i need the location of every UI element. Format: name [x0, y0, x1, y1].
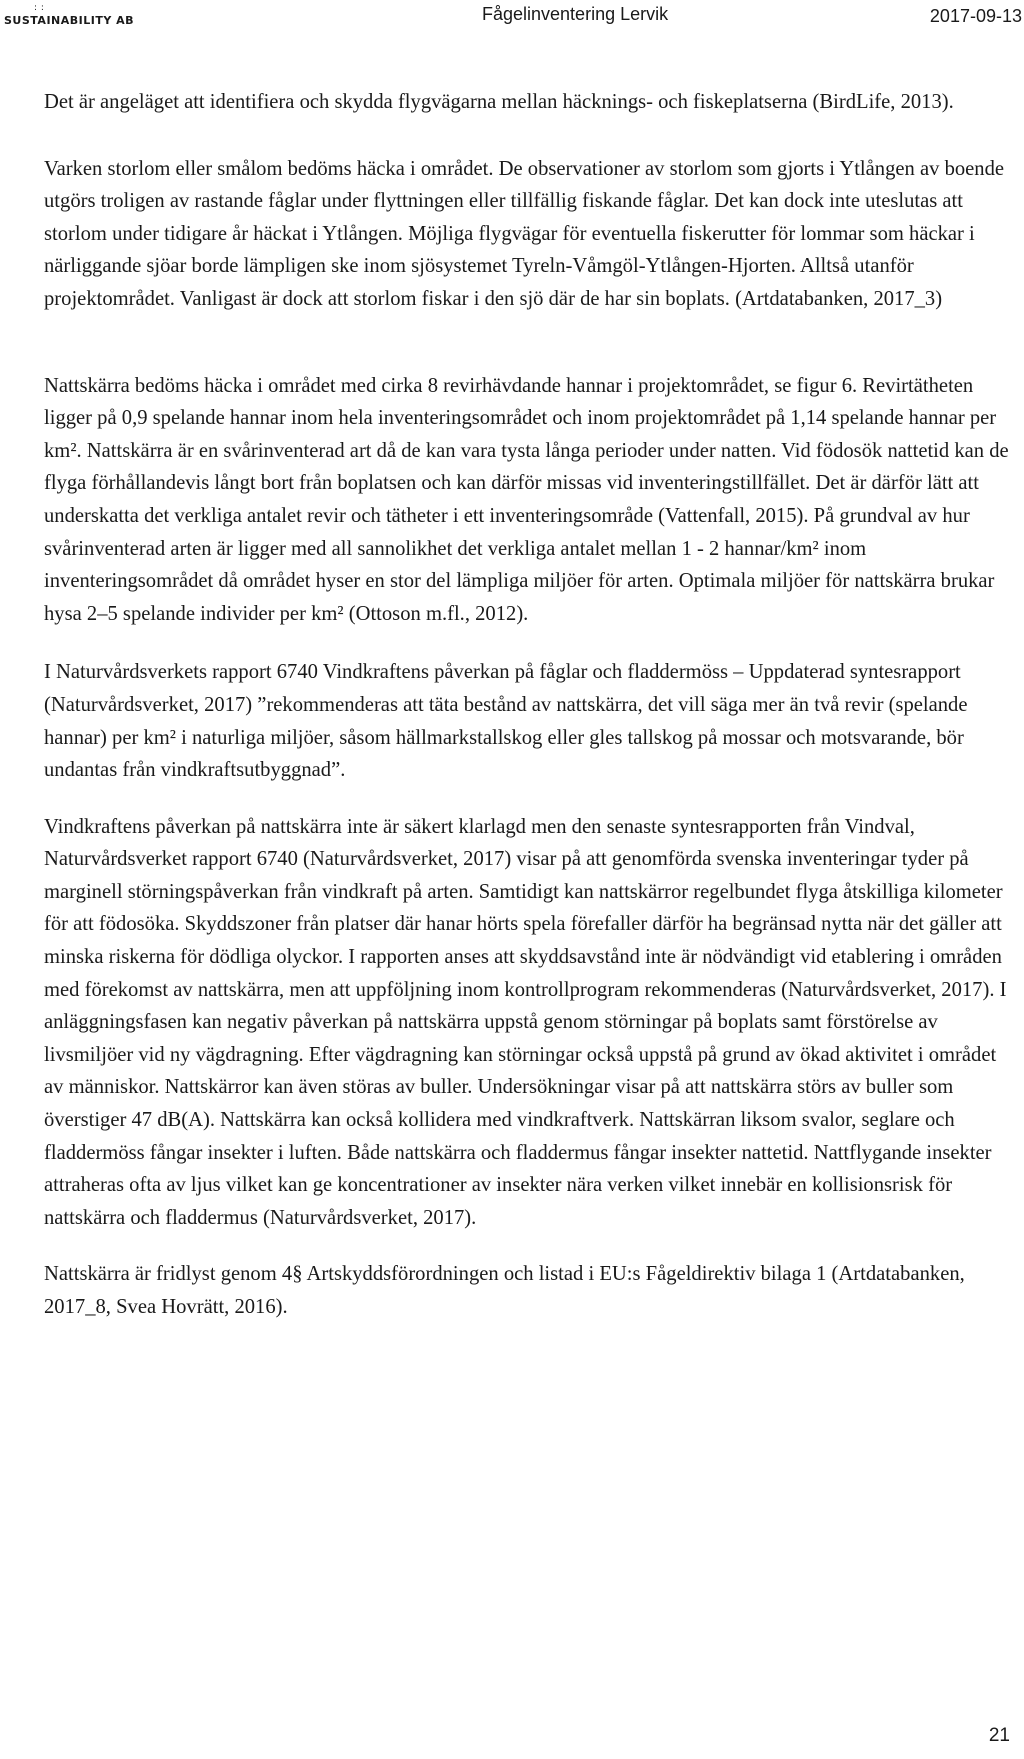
paragraph-flight-paths: Det är angeläget att identifiera och skydda flygvägarna mellan häcknings- och fiskeplatserna (BirdLife, 2013). — [44, 91, 954, 113]
document-date: 2017-09-13 — [929, 6, 1022, 26]
page-number: 21 — [988, 1725, 1010, 1746]
document-title: Fågelinventering Lervik — [482, 4, 669, 24]
paragraph-nightjar-impact: Vindkraftens påverkan på nattskärra inte är säkert klarlagd men den senaste syntesrapporten från Vindval, Naturvårdsverket rapport 6740 (Naturvårdsverket, 2017) visar på att genomförda svenska inventeringar tyder på marginell störningspåverkan från vindkraft på arten. Samtidigt kan nattskärror regelbundet flyga åtskilliga kilometer för att födosöka. Skyddszoner från platser där hanar hörts spela förefaller därför ha begränsad nytta när det gäller att minska riskerna för dödliga olyckor. I rapporten anses att skyddsavstånd inte är nödvändigt vid etablering i områden med förekomst av nattskärra, men att uppföljning inom kontrollprogram rekommenderas (Naturvårdsverket, 2017). I anläggningsfasen kan negativ påverkan på nattskärra uppstå genom störningar på boplats samt förstörelse av livsmiljöer vid ny vägdragning. Efter vägdragning kan störningar också uppstå på grund av ökad aktivitet i området av människor. Nattskärror kan även störas av buller. Undersökningar visar på att nattskärra störs av buller som överstiger 47 dB(A). Nattskärra kan också kollidera med vindkraftverk. Nattskärran liksom svalor, seglare och fladdermöss fångar insekter i luften. Både nattskärra och fladdermus fångar insekter nattetid. Nattflygande insekter attraheras ofta av ljus vilket kan ge koncentrationer av insekter nära verken vilket innebär en kollisionsrisk för nattskärra och fladdermus (Naturvårdsverket, 2017). — [44, 815, 1007, 1229]
paragraph-loons: Varken storlom eller smålom bedöms häcka i området. De observationer av storlom som gjorts i Ytlången av boende utgörs troligen av rastande fåglar under flyttningen eller tillfällig fiskande fåglar. Det kan dock inte uteslutas att storlom under tidigare år häckat i Ytlången. Möjliga flygvägar för eventuella fiskerutter för lommar som häckar i närliggande sjöar borde lämpligen ske inom sjösystemet Tyreln-Våmgöl-Ytlången-Hjorten. Alltså utanför projektområdet. Vanligast är dock att storlom fiskar i den sjö där de har sin boplats. (Artdatabanken, 2017_3) — [44, 157, 1005, 310]
paragraph-nightjar-report: I Naturvårdsverkets rapport 6740 Vindkraftens påverkan på fåglar och fladdermöss – Uppdaterad syntesrapport (Naturvårdsverket, 2017) ”rekommenderas att täta bestånd av nattskärra, det vill säga mer än två revir (spelande hannar) per km² i naturliga miljöer, såsom hällmarkstallskog eller gles tallskog på mossar och motsvarande, bör undantas från vindkraftsutbyggnad”. — [44, 661, 968, 782]
company-name: SUSTAINABILITY AB — [4, 14, 135, 27]
document-body — [44, 86, 1020, 1324]
paragraph-nightjar-protection: Nattskärra är fridlyst genom 4§ Artskyddsförordningen och listad i EU:s Fågeldirektiv bilaga 1 (Artdatabanken, 2017_8, Svea Hovrätt, 2016). — [44, 1263, 965, 1318]
company-logo — [4, 4, 134, 26]
page-header — [0, 0, 1024, 40]
paragraph-nightjar-density: Nattskärra bedöms häcka i området med cirka 8 revirhävdande hannar i projektområdet, se figur 6. Revirtätheten ligger på 0,9 spelande hannar inom hela inventeringsområdet och inom projektområdet på 1,14 spelande hannar per km². Nattskärra är en svårinventerad art då de kan vara tysta långa perioder under natten. Vid födosök nattetid kan de flyga förhållandevis långt bort från boplatsen och kan därför missas vid inventeringstillfället. Det är därför lätt att underskatta det verkliga antalet revir och tätheter i ett inventeringsområde (Vattenfall, 2015). På grundval av hur svårinventerad arten är ligger med all sannolikhet det verkliga antalet mellan 1 - 2 hannar/km² inom inventeringsområdet då området hyser en stor del lämpliga miljöer för arten. Optimala miljöer för nattskärra brukar hysa 2–5 spelande individer per km² (Ottoson m.fl., 2012). — [44, 374, 1009, 625]
logo-mark: : : — [34, 3, 45, 13]
